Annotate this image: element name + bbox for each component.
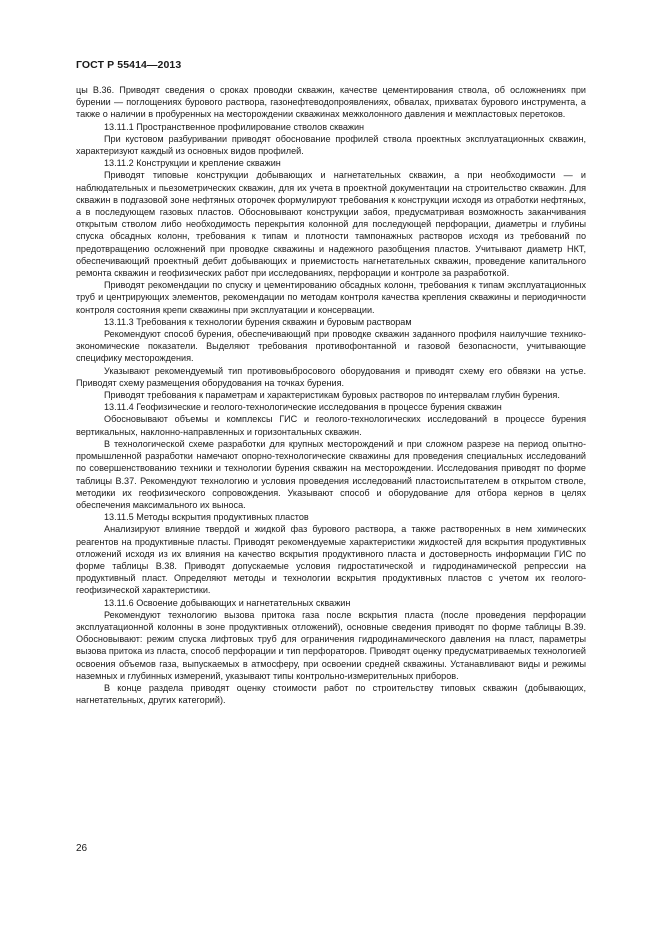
document-body bbox=[76, 84, 586, 706]
paragraph: В конце раздела приводят оценку стоимости работ по строительству типовых скважин (добывающих, нагнетательных, других категорий). bbox=[76, 682, 586, 706]
section-heading-13-11-6: 13.11.6 Освоение добывающих и нагнетательных скважин bbox=[104, 597, 351, 608]
section-heading-13-11-4: 13.11.4 Геофизические и геолого-технологические исследования в процессе бурения скважин bbox=[104, 402, 502, 413]
paragraph: Приводят типовые конструкции добывающих и нагнетательных скважин, а при необходимости — и наблюдательных и пьезометрических скважин, для их учета в проектной документации на строительство скважин. Для скважин в подгазовой зоне нефтяных оторочек формулируют требования к конструкции исходя из отработки нефтяных, а в последующем газовых пластов. Обосновывают конструкции забоя, предусматривая возможность заканчивания открытым стволом либо необходимость перекрытия колонной для последующей перфорации, диаметры и глубины спуска обсадных колонн, требования к типам и плотности тампонажных растворов исходя из требований по предотвращению осложнений при проводке скважины и надежного разобщения пластов. Учитывают диаметр НКТ, обеспечивающий проектный дебит добывающих и приемистость нагнетательных скважин, проведение капитального ремонта скважин и геофизических работ при исследованиях, перфорации и контроле за разработкой. bbox=[76, 170, 586, 279]
page-number: 26 bbox=[76, 843, 88, 854]
paragraph: В технологической схеме разработки для крупных месторождений и при сложном разрезе на период опытно-промышленной разработки намечают опорно-технологические скважины для проведения специальных исследований по совершенствованию техники и технологии бурения скважин на месторождении. Исследования приводят по форме таблицы В.37. Рекомендуют технологию и условия проведения исследований пластоиспытателем в открытом стволе, методики их геофизического сопровождения. Указывают способ и оборудование для отбора кернов в целях обеспечения максимального их выноса. bbox=[76, 438, 586, 510]
paragraph: Обосновывают объемы и комплексы ГИС и геолого-технологических исследований в процессе бурения вертикальных, наклонно-направленных и горизонтальных скважин. bbox=[76, 414, 586, 437]
paragraph: Рекомендуют способ бурения, обеспечивающий при проводке скважин заданного профиля наилучшие технико-экономические показатели. Выделяют требования противофонтанной и газовой безопасности, учитывающие специфику месторождения. bbox=[76, 329, 586, 364]
paragraph: Приводят рекомендации по спуску и цементированию обсадных колонн, требования к типам эксплуатационных труб и центрирующих элементов, рекомендации по методам контроля качества крепления скважины и периодичности контроля состояния крепи скважины при эксплуатации и консервации. bbox=[76, 280, 586, 315]
section-heading-13-11-1: 13.11.1 Пространственное профилирование стволов скважин bbox=[104, 121, 365, 132]
paragraph: Указывают рекомендуемый тип противовыбросового оборудования и приводят схему его обвязки на устье. Приводят схему размещения оборудования на точках бурения. bbox=[76, 365, 586, 388]
paragraph-continuation: цы В.36. Приводят сведения о сроках проводки скважин, качестве цементирования ствола, об осложнениях при бурении — поглощениях бурового раствора, газонефтеводопроявлениях, обвалах, прихватах бурового инструмента, а также о наличии в пробуренных на месторождении скважинах межколонного давления и межпластовых перетоков. bbox=[76, 85, 586, 120]
paragraph: При кустовом разбуривании приводят обоснование профилей ствола проектных эксплуатационных скважин, характеризуют каждый из основных видов профилей. bbox=[76, 133, 586, 157]
standard-header: ГОСТ Р 55414—2013 bbox=[76, 59, 182, 71]
paragraph: Приводят требования к параметрам и характеристикам буровых растворов по интервалам глубин бурения. bbox=[104, 390, 560, 401]
paragraph: Рекомендуют технологию вызова притока газа после вскрытия пласта (после проведения перфорации эксплуатационной колонны в зоне продуктивных отложений), основные сведения приводят по форме таблицы В.39. Обосновывают: режим спуска лифтовых труб для ограничения гидродинамического давления на пласт, параметры вызова притока из пласта, способ перфорации и тип перфораторов. Приводят оценку предусматриваемых технологией освоения объемов газа, выпускаемых в атмосферу, при освоении средней скважины. Устанавливают виды и режимы наземных и глубинных измерений, указывают типы контрольно-измерительных приборов. bbox=[76, 609, 586, 681]
section-heading-13-11-5: 13.11.5 Методы вскрытия продуктивных пластов bbox=[104, 512, 309, 523]
section-heading-13-11-2: 13.11.2 Конструкции и крепление скважин bbox=[104, 158, 281, 169]
section-heading-13-11-3: 13.11.3 Требования к технологии бурения скважин и буровым растворам bbox=[104, 316, 412, 327]
paragraph: Анализируют влияние твердой и жидкой фаз бурового раствора, а также растворенных в нем химических реагентов на продуктивные пласты. Приводят рекомендуемые характеристики жидкостей для вскрытия продуктивных отложений исходя из их влияния на качество вскрытия продуктивного пласта и достоверность информации ГИС по форме таблицы В.38. Приводят допускаемые условия гидростатической и гидродинамической репрессии на продуктивный пласт. Определяют методы и технологии вскрытия продуктивных пластов с учетом их геолого-геофизической характеристики. bbox=[76, 524, 586, 596]
